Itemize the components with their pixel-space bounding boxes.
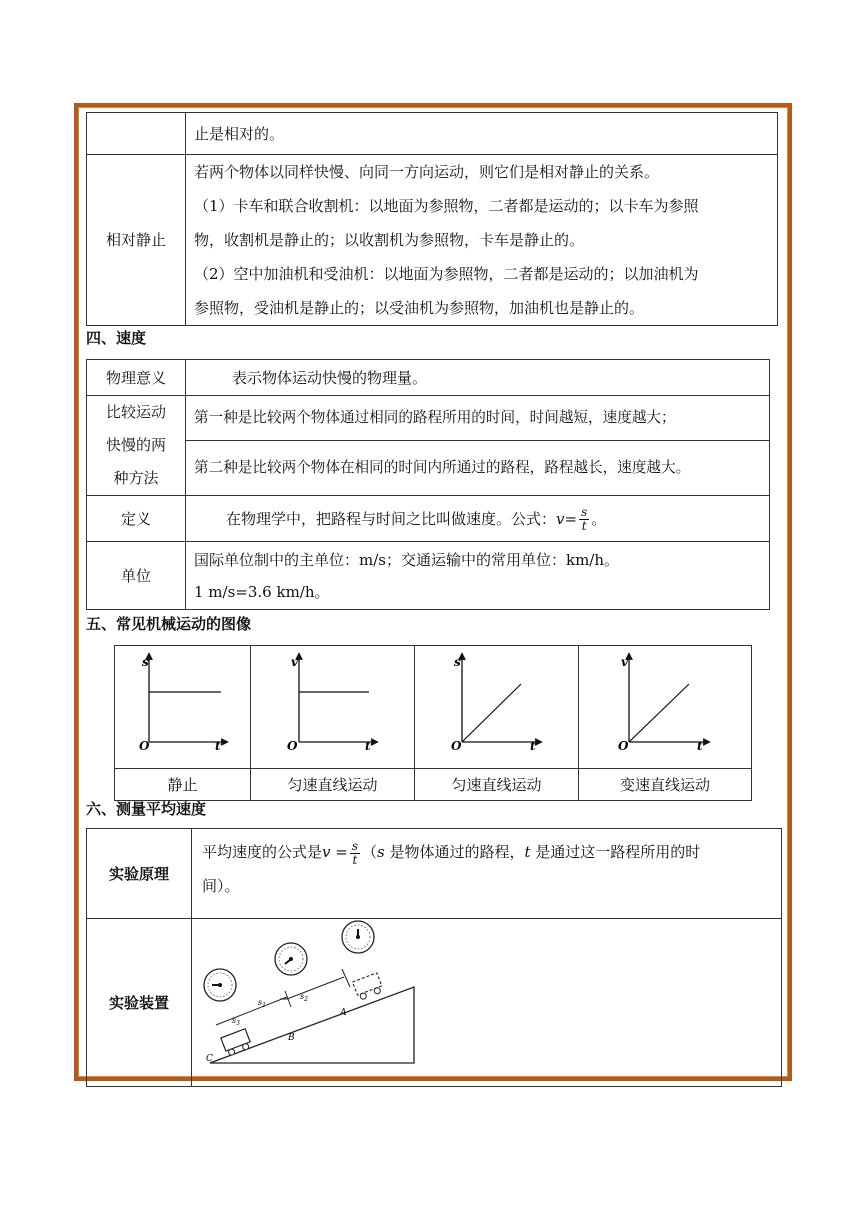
- y-axis-label: v: [621, 655, 628, 669]
- point-b-label: B: [288, 1033, 295, 1043]
- origin-label: O: [287, 739, 298, 753]
- symbol-t: t: [524, 843, 531, 861]
- principle-text: （: [362, 843, 378, 861]
- formula-numerator: s: [351, 838, 358, 853]
- origin-label: O: [618, 739, 629, 753]
- apparatus-cell: [192, 919, 782, 1087]
- unit-label: 单位: [87, 542, 186, 610]
- speed-formula-fraction: [579, 506, 589, 533]
- stopwatch-icon: [275, 943, 307, 975]
- compare-label-line: 快慢的两: [105, 436, 166, 454]
- point-a-label: A: [340, 1008, 347, 1018]
- x-axis-label: t: [530, 739, 536, 753]
- relative-rest-line: 若两个物体以同样快慢、向同一方向运动，则它们是相对静止的关系。: [194, 163, 660, 181]
- origin-label: O: [139, 739, 150, 753]
- origin-label: O: [451, 739, 462, 753]
- graph-cell: [115, 646, 251, 769]
- stopwatch-icon: [342, 921, 374, 953]
- relative-rest-label: 相对静止: [87, 155, 186, 326]
- graph-caption: 匀速直线运动: [251, 769, 415, 801]
- s2-line: [287, 977, 344, 999]
- speed-table: [86, 359, 770, 610]
- formula-end: 。: [591, 509, 607, 528]
- point-c-label: C: [206, 1054, 213, 1064]
- compare-method-1: 第一种是比较两个物体通过相同的路程所用的时间，时间越短，速度越大；: [186, 396, 770, 441]
- meaning-label: 物理意义: [87, 360, 186, 396]
- graph-uniform-st: [415, 646, 578, 760]
- continuation-text: 止是相对的。: [186, 113, 778, 155]
- cart-top-dashed: [352, 973, 383, 1001]
- unit-line: 国际单位制中的主单位：m/s；交通运输中的常用单位：km/h。: [194, 550, 620, 569]
- formula-numerator: s: [581, 505, 588, 519]
- x-axis-label: t: [215, 739, 221, 753]
- graph-line: [462, 684, 521, 742]
- apparatus-label: 实验装置: [87, 919, 192, 1087]
- stopwatch-icon: [204, 969, 236, 1001]
- s1-label: $s_1$: [258, 998, 266, 1009]
- definition-text: [186, 496, 770, 542]
- section-heading-graphs: 五、常见机械运动的图像: [86, 615, 252, 633]
- relative-rest-table: [86, 112, 778, 326]
- meaning-text: 表示物体运动快慢的物理量。: [186, 360, 770, 396]
- principle-text: 是物体通过的路程，: [384, 843, 525, 861]
- formula-lhs: v =: [322, 843, 348, 861]
- graph-caption: 匀速直线运动: [415, 769, 579, 801]
- y-axis-label: s: [142, 655, 149, 669]
- graph-cell: [251, 646, 415, 769]
- principle-text: 平均速度的公式是: [202, 843, 323, 861]
- graph-caption: 静止: [115, 769, 251, 801]
- s2-label: $s_2$: [300, 992, 308, 1003]
- finish-mark: [342, 969, 350, 987]
- x-axis-label: t: [365, 739, 371, 753]
- s3-line: [216, 997, 287, 1025]
- graph-uniform-vt: [251, 646, 414, 760]
- graph-cell: [579, 646, 752, 769]
- empty-label-cell: [87, 113, 186, 155]
- principle-line-2: 间）。: [202, 877, 240, 895]
- relative-rest-content: [186, 155, 778, 326]
- principle-content: [192, 829, 782, 919]
- relative-rest-line: 物，收割机是静止的；以收割机为参照物，卡车是静止的。: [194, 231, 585, 249]
- graph-variable-vt: [579, 646, 751, 760]
- average-speed-table: [86, 828, 782, 1087]
- principle-label: 实验原理: [87, 829, 192, 919]
- compare-method-2: 第二种是比较两个物体在相同的时间内所通过的路程，路程越长，速度越大。: [186, 440, 770, 495]
- graph-cell: [415, 646, 579, 769]
- relative-rest-line: 参照物，受油机是静止的；以受油机为参照物，加油机也是静止的。: [194, 299, 645, 317]
- incline-ramp: [210, 987, 414, 1063]
- principle-line-1: [202, 835, 773, 869]
- x-axis-label: t: [697, 739, 703, 753]
- compare-label-line: 比较运动: [105, 403, 166, 421]
- s3-label: $s_3$: [232, 1016, 240, 1027]
- relative-rest-line: （2）空中加油机和受油机：以地面为参照物，二者都是运动的；以加油机为: [194, 265, 699, 283]
- y-axis-label: s: [454, 655, 461, 669]
- unit-content: [186, 542, 770, 610]
- compare-label-line: 种方法: [113, 469, 159, 487]
- graph-line: [629, 684, 689, 742]
- formula-lhs: v=: [556, 509, 578, 528]
- section-heading-speed: 四、速度: [86, 329, 147, 347]
- y-axis-label: v: [291, 655, 298, 669]
- definition-label: 定义: [87, 496, 186, 542]
- section-heading-average-speed: 六、测量平均速度: [86, 800, 207, 818]
- graph-caption: 变速直线运动: [579, 769, 752, 801]
- motion-graphs-table: [114, 645, 752, 801]
- apparatus-diagram: [192, 919, 432, 1075]
- definition-sentence: 在物理学中，把路程与时间之比叫做速度。公式：: [226, 509, 557, 528]
- formula-denominator: t: [581, 519, 587, 533]
- average-speed-formula-fraction: [350, 840, 360, 867]
- graph-static-st: [115, 646, 250, 760]
- compare-label: [87, 396, 186, 496]
- formula-denominator: t: [352, 852, 358, 867]
- symbol-s: s: [377, 843, 385, 861]
- principle-text: 是通过这一路程所用的时: [530, 843, 701, 861]
- unit-line: 1 m/s=3.6 km/h。: [194, 582, 330, 601]
- relative-rest-line: （1）卡车和联合收割机：以地面为参照物，二者都是运动的；以卡车为参照: [194, 197, 699, 215]
